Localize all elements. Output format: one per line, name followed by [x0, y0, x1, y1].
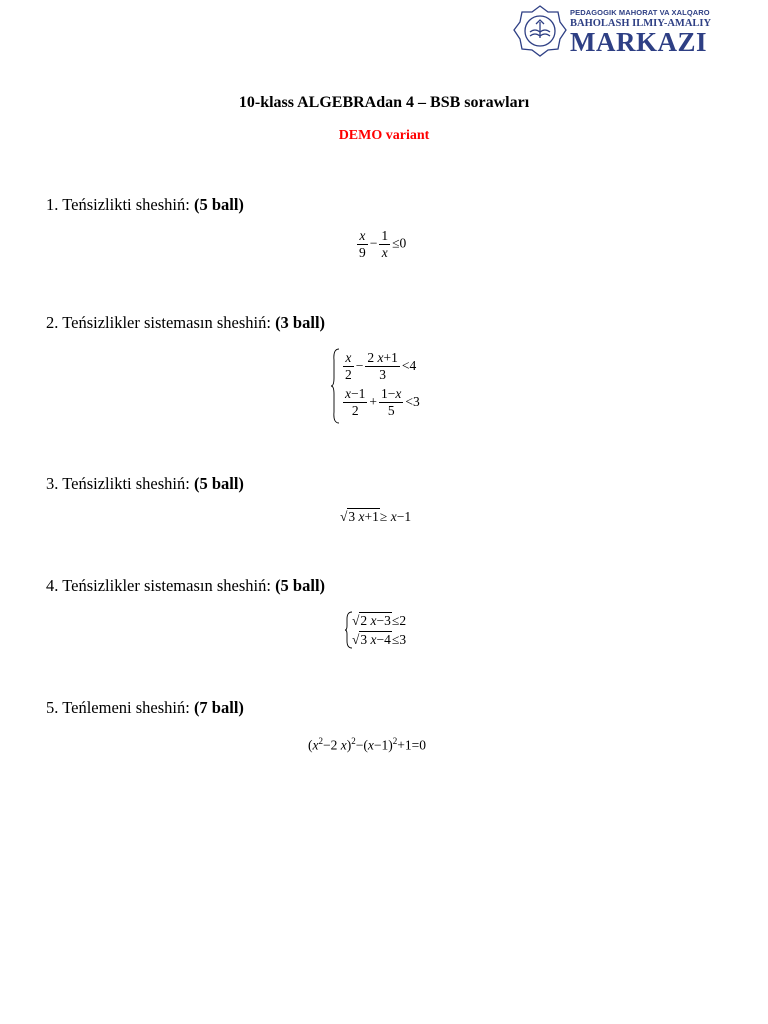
question-points: (3 ball)	[275, 313, 326, 332]
logo-line3: MARKAZI	[570, 27, 707, 57]
variant-label: DEMO variant	[338, 128, 430, 143]
question-points: (7 ball)	[193, 698, 244, 717]
page-title: 10-klass ALGEBRAdan 4 – BSB sorawları	[238, 94, 530, 111]
formula-5: ($x^2-2$ $x)^2-(x-1)^2+1=0$	[308, 736, 426, 753]
question-text: 5. Teńlemeni sheshiń:	[46, 698, 194, 717]
question-text: 3. Teńsizlikti sheshiń:	[46, 474, 194, 493]
question-points: (5 ball)	[275, 576, 326, 595]
question-text: 2. Teńsizlikler sistemasın sheshiń:	[46, 313, 276, 332]
question-4	[46, 576, 325, 596]
question-points: (5 ball)	[193, 474, 244, 493]
brace-icon	[345, 611, 353, 649]
question-2	[46, 313, 325, 333]
question-points: (5 ball)	[193, 195, 244, 214]
question-text: 1. Teńsizlikti sheshiń:	[46, 195, 194, 214]
logo-line2: BAHOLASH ILMIY-AMALIY	[570, 18, 712, 29]
formula-4: √2 x−3≤2 √3 x−4≤3	[352, 611, 406, 649]
brace-icon	[331, 348, 341, 424]
formula-1: $\frac{x}{9}$ − $\frac{1}{x}$ ≤0	[359, 228, 407, 260]
logo-line1: PEDAGOGIK MAHORAT VA XALQARO	[570, 8, 710, 17]
question-3	[46, 474, 244, 494]
markazi-logo	[512, 4, 724, 58]
question-1	[46, 195, 244, 215]
formula-3: √3 x+1≥ x−1	[340, 509, 412, 524]
emblem-icon	[512, 4, 568, 58]
formula-2: $\frac{x}{2}$ − $\frac{2 x+1}{3}$ <4 $\frac{x-1}{2}$ + $\frac{1-x}{5}$ <3	[341, 348, 420, 420]
question-text: 4. Teńsizlikler sistemasın sheshiń:	[46, 576, 276, 595]
question-5	[46, 698, 244, 718]
